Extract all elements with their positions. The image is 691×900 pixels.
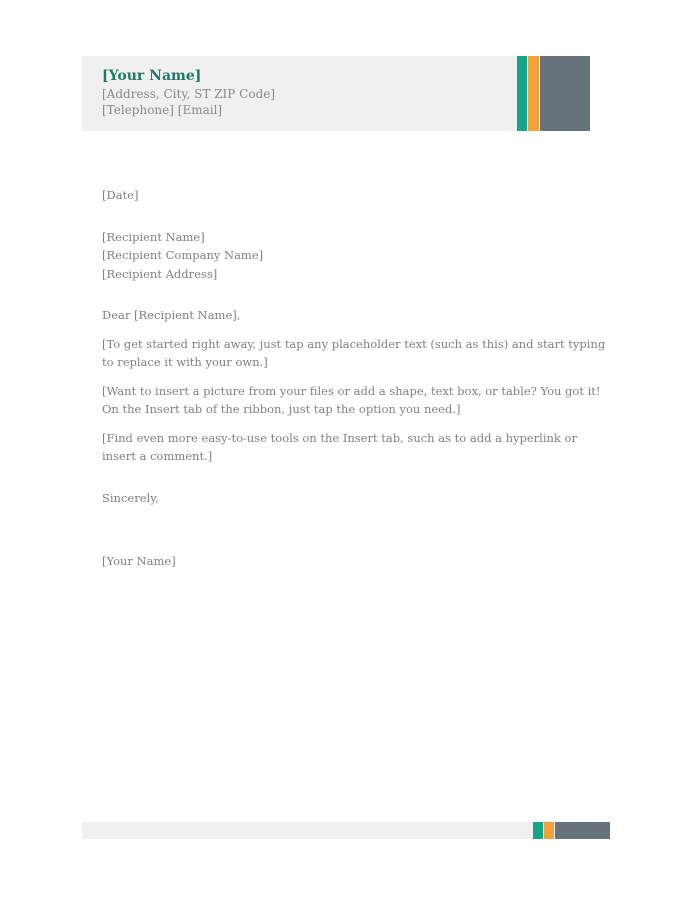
footer-accent-gray-block xyxy=(555,822,610,839)
header-accent-gray-block xyxy=(540,56,590,131)
signature-name[interactable]: [Your Name] xyxy=(102,554,176,568)
sender-block xyxy=(102,66,275,118)
recipient-name[interactable]: [Recipient Name] xyxy=(102,229,205,244)
sender-address[interactable]: [Address, City, ST ZIP Code] xyxy=(102,87,276,101)
letter-body xyxy=(102,186,614,571)
body-paragraph[interactable]: [Want to insert a picture from your files or add a shape, text box, or table? You got it! On the Insert tab of the ribbon, just tap the option you need.] xyxy=(102,383,601,416)
salutation[interactable]: Dear [Recipient Name], xyxy=(102,308,241,322)
recipient-address[interactable]: [Recipient Address] xyxy=(102,266,218,281)
letter-date[interactable]: [Date] xyxy=(102,188,139,202)
sender-contact[interactable]: [Telephone] [Email] xyxy=(102,103,223,117)
footer-accent-teal-bar xyxy=(533,822,543,839)
header-accent-teal-bar xyxy=(517,56,527,131)
footer-band xyxy=(82,822,610,839)
sender-name[interactable]: [Your Name] xyxy=(102,68,202,84)
recipient-company[interactable]: [Recipient Company Name] xyxy=(102,248,264,262)
footer-accent-orange-bar xyxy=(544,822,554,839)
header-accent-orange-bar xyxy=(528,56,539,131)
closing[interactable]: Sincerely, xyxy=(102,490,159,505)
body-paragraph[interactable]: [To get started right away, just tap any placeholder text (such as this) and start typing to replace it with your own.] xyxy=(102,336,606,369)
body-paragraph[interactable]: [Find even more easy-to-use tools on the Insert tab, such as to add a hyperlink or insert a comment.] xyxy=(102,430,577,463)
